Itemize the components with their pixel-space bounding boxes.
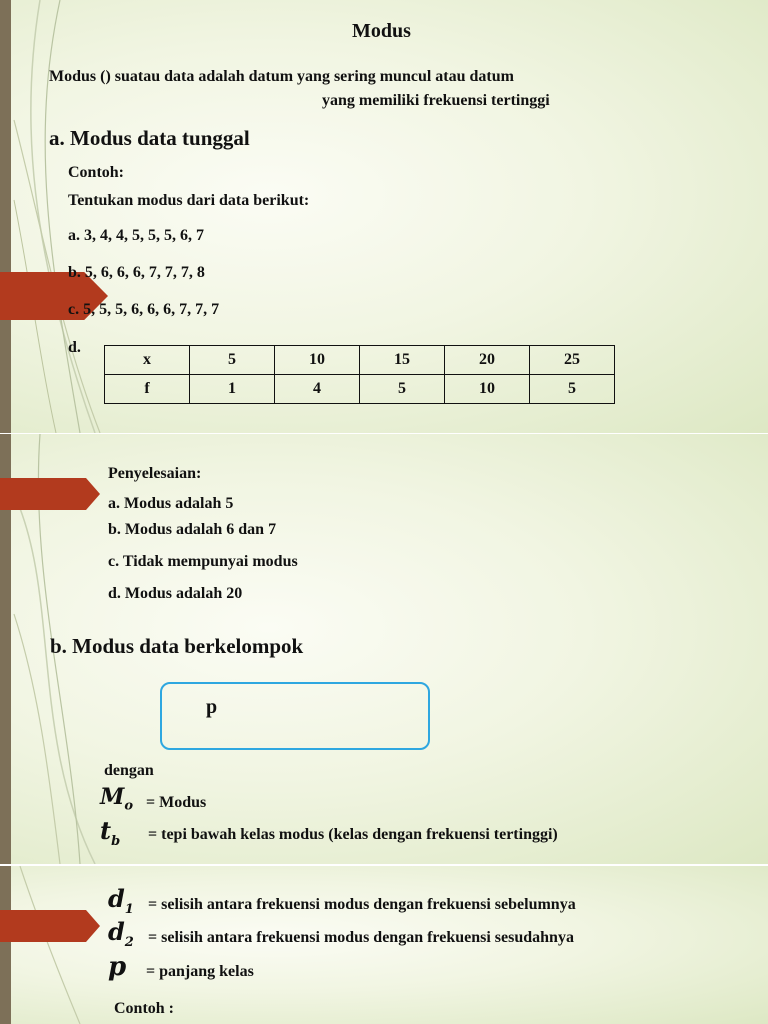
table-cell: 4 (275, 375, 360, 404)
table-cell: 20 (445, 346, 530, 375)
d1-symbol: $d_1$ (108, 884, 134, 917)
frequency-table (104, 345, 615, 404)
example-label: Contoh: (68, 164, 125, 181)
item-b: b. 5, 6, 6, 6, 7, 7, 7, 8 (68, 264, 205, 281)
slide-title: Modus (352, 20, 411, 42)
section-a-heading: a. Modus data tunggal (49, 126, 250, 150)
table-cell: 10 (445, 375, 530, 404)
table-cell: 5 (530, 375, 615, 404)
definition-line-2: yang memiliki frekuensi tertinggi (322, 92, 550, 109)
formula-box (160, 682, 430, 750)
table-cell: 5 (360, 375, 445, 404)
slide-3 (0, 866, 768, 1024)
example-label: Contoh : (114, 1000, 175, 1017)
table-cell: f (105, 375, 190, 404)
table-cell: 10 (275, 346, 360, 375)
left-bar (0, 866, 11, 1024)
answer-b: b. Modus adalah 6 dan 7 (108, 521, 277, 538)
table-cell: x (105, 346, 190, 375)
tb-symbol: $t_b$ (100, 816, 121, 849)
answer-c: c. Tidak mempunyai modus (108, 553, 298, 570)
p-symbol: p (108, 952, 127, 982)
item-d: d. (68, 339, 81, 356)
tb-definition: = tepi bawah kelas modus (kelas dengan frekuensi tertinggi) (148, 826, 558, 843)
formula-symbol: p (206, 696, 218, 718)
accent-tab (0, 478, 100, 510)
d2-symbol: $d_2$ (108, 917, 134, 950)
d2-definition: = selisih antara frekuensi modus dengan frekuensi sesudahnya (148, 929, 574, 946)
solution-heading: Penyelesaian: (108, 465, 202, 482)
table-cell: 15 (360, 346, 445, 375)
item-c: c. 5, 5, 5, 6, 6, 6, 7, 7, 7 (68, 301, 220, 318)
table-cell: 25 (530, 346, 615, 375)
mo-definition: = Modus (146, 794, 207, 811)
d1-definition: = selisih antara frekuensi modus dengan frekuensi sebelumnya (148, 896, 576, 913)
definition-line-1: Modus () suatau data adalah datum yang sering muncul atau datum (49, 68, 514, 85)
slide-2 (0, 434, 768, 864)
answer-a: a. Modus adalah 5 (108, 495, 234, 512)
p-definition: = panjang kelas (146, 963, 254, 980)
accent-tab (0, 910, 100, 942)
table-row (105, 346, 615, 375)
answer-d: d. Modus adalah 20 (108, 585, 243, 602)
table-cell: 5 (190, 346, 275, 375)
instruction: Tentukan modus dari data berikut: (68, 192, 310, 209)
slide-1 (0, 0, 768, 433)
dengan-label: dengan (104, 762, 154, 779)
item-a: a. 3, 4, 4, 5, 5, 5, 6, 7 (68, 227, 204, 244)
mo-symbol: $M_o$ (100, 784, 134, 814)
left-bar (0, 0, 11, 433)
table-row (105, 375, 615, 404)
table-cell: 1 (190, 375, 275, 404)
section-b-heading: b. Modus data berkelompok (50, 634, 304, 658)
